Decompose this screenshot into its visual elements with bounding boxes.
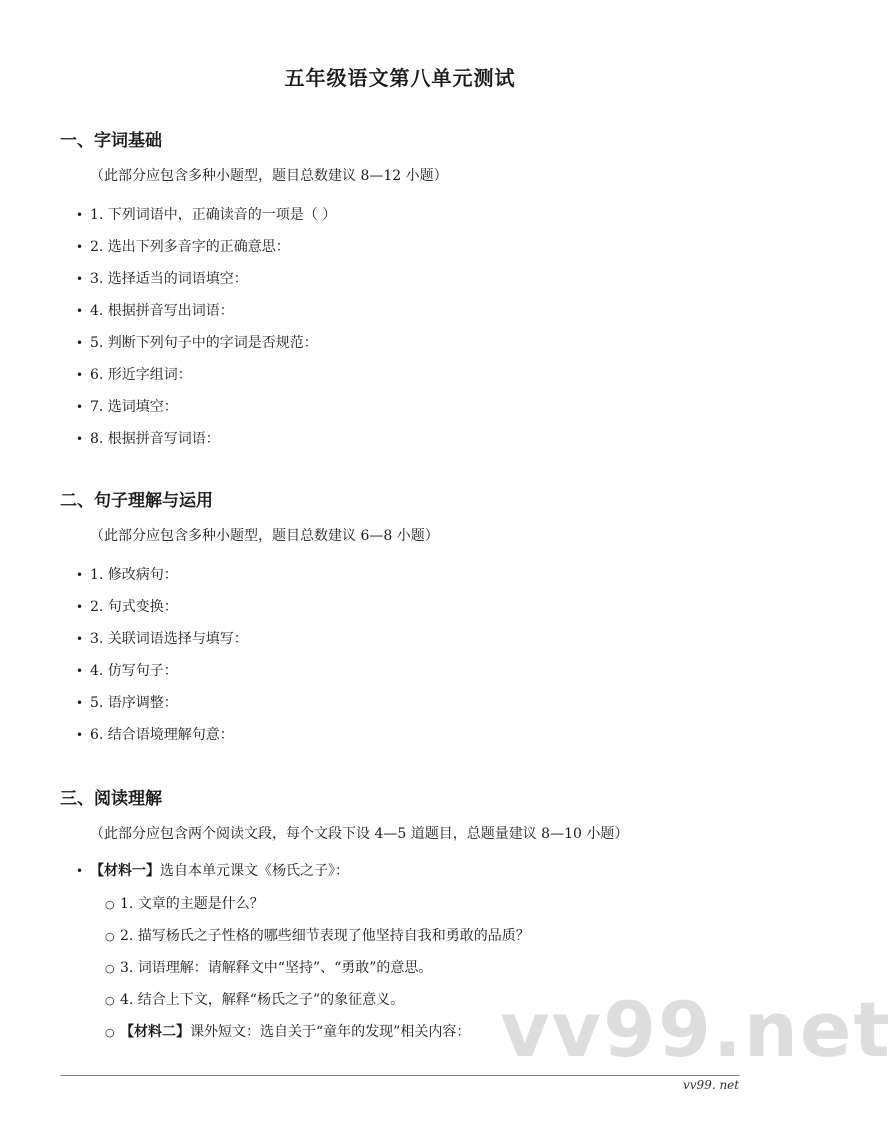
section-heading: 三、阅读理解 — [60, 789, 162, 809]
bullet-icon: • — [76, 432, 84, 446]
material-one — [76, 860, 349, 880]
list-item: • 8. 根据拼音写词语： — [76, 431, 220, 447]
bullet-icon: • — [76, 272, 84, 286]
footer-site: vv99. net — [683, 1078, 740, 1092]
list-item: • 2. 句式变换： — [76, 599, 178, 615]
list-item: • 7. 选词填空： — [76, 399, 178, 415]
circle-bullet-icon: ○ — [105, 1026, 115, 1039]
watermark: vv99.net — [500, 985, 892, 1074]
list-item: ○ 1. 文章的主题是什么？ — [105, 896, 264, 912]
list-item: ○ 3. 词语理解：请解释文中“坚持”、“勇敢”的意思。 — [105, 960, 433, 976]
list-item: • 3. 选择适当的词语填空： — [76, 271, 248, 287]
list-item: ○ 4. 结合上下文，解释“杨氏之子”的象征意义。 — [105, 992, 405, 1008]
section-note: （此部分应包含两个阅读文段，每个文段下设 4—5 道题目，总题量建议 8—10 小题） — [90, 826, 629, 842]
bullet-icon: • — [76, 336, 84, 350]
bullet-icon: • — [76, 696, 84, 710]
circle-bullet-icon: ○ — [105, 930, 115, 943]
section-heading: 二、句子理解与运用 — [60, 491, 213, 511]
list-item: • 1. 下列词语中，正确读音的一项是（ ） — [76, 207, 337, 223]
bullet-icon: • — [76, 208, 84, 222]
section-heading: 一、字词基础 — [60, 131, 162, 151]
circle-bullet-icon: ○ — [105, 962, 115, 975]
list-item: • 4. 仿写句子： — [76, 663, 178, 679]
list-item: • 6. 结合语境理解句意： — [76, 727, 234, 743]
bullet-icon: • — [76, 632, 84, 646]
bullet-icon: • — [76, 568, 84, 582]
bullet-icon: • — [76, 368, 84, 382]
bullet-icon: • — [76, 304, 84, 318]
bullet-icon: • — [76, 240, 84, 254]
material-text: 课外短文：选自关于“童年的发现”相关内容： — [190, 1024, 471, 1040]
list-item: • 4. 根据拼音写出词语： — [76, 303, 234, 319]
bullet-icon: • — [76, 728, 84, 742]
section-note: （此部分应包含多种小题型，题目总数建议 6—8 小题） — [90, 528, 439, 544]
list-item: • 3. 关联词语选择与填写： — [76, 631, 248, 647]
section-note: （此部分应包含多种小题型，题目总数建议 8—12 小题） — [90, 168, 448, 184]
bullet-icon: • — [76, 600, 84, 614]
material-label: 【材料一】 — [90, 863, 160, 879]
list-item: • 2. 选出下列多音字的正确意思： — [76, 239, 290, 255]
list-item: • 6. 形近字组词： — [76, 367, 192, 383]
material-two — [105, 1021, 470, 1041]
list-item: • 5. 语序调整： — [76, 695, 178, 711]
list-item: • 1. 修改病句： — [76, 567, 178, 583]
list-item: ○ 2. 描写杨氏之子性格的哪些细节表现了他坚持自我和勇敢的品质？ — [105, 928, 530, 944]
footer-divider — [60, 1075, 740, 1076]
bullet-icon: • — [76, 400, 84, 414]
circle-bullet-icon: ○ — [105, 898, 115, 911]
circle-bullet-icon: ○ — [105, 994, 115, 1007]
page-title: 五年级语文第八单元测试 — [284, 66, 516, 90]
list-item: • 5. 判断下列句子中的字词是否规范： — [76, 335, 318, 351]
material-label: 【材料二】 — [120, 1024, 190, 1040]
bullet-icon: • — [76, 864, 84, 878]
bullet-icon: • — [76, 664, 84, 678]
material-text: 选自本单元课文《杨氏之子》： — [160, 863, 349, 879]
